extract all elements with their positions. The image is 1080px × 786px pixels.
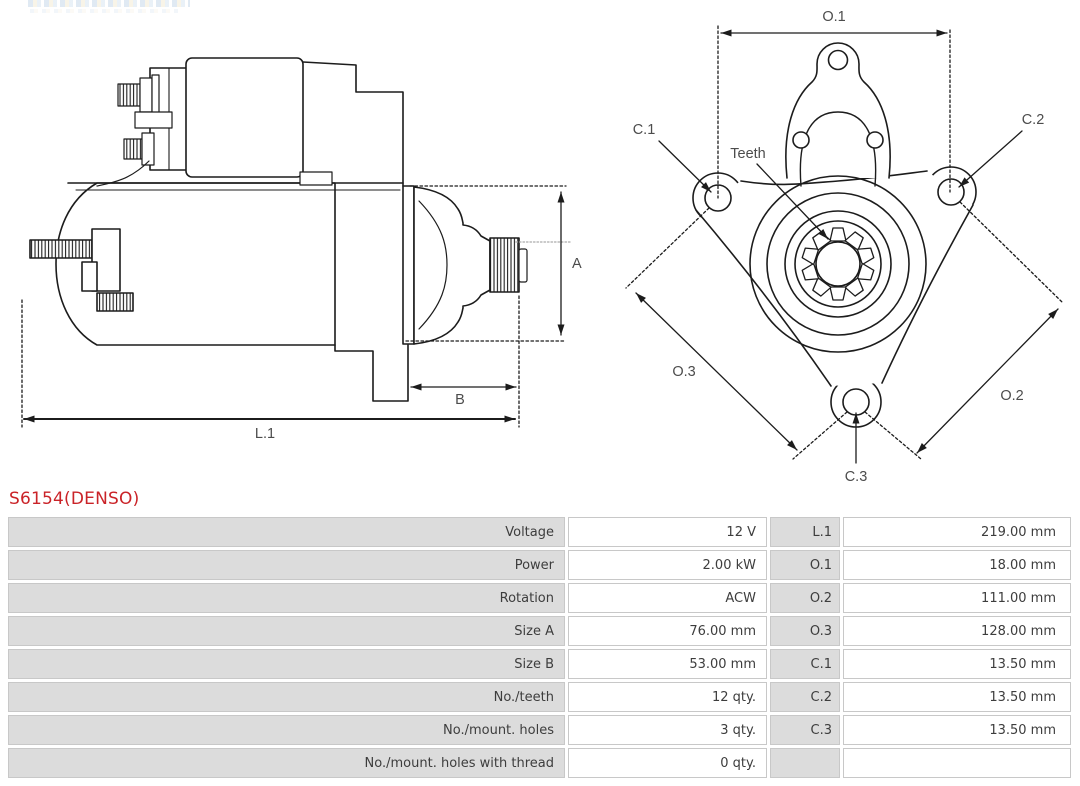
dim-label-A: A: [572, 256, 582, 272]
bracket-foot-outline: [335, 345, 408, 401]
dim-line-O2: [917, 309, 1058, 453]
solenoid-cylinder: [186, 58, 303, 177]
table-row: [8, 715, 1071, 745]
dim-code: C.2: [770, 682, 840, 712]
dim-label-teeth: Teeth: [730, 146, 766, 162]
spec-label: Size B: [8, 649, 565, 679]
dim-code: O.1: [770, 550, 840, 580]
dim-code: [770, 748, 840, 778]
dim-label-B: B: [455, 392, 465, 408]
left-small-block: [82, 262, 97, 291]
table-row: [8, 550, 1071, 580]
spec-value: 12 qty.: [568, 682, 767, 712]
spec-value: 0 qty.: [568, 748, 767, 778]
dim-value: [843, 748, 1071, 778]
terminal-bottom-thread: [124, 139, 142, 159]
dim-value: 13.50 mm: [843, 682, 1071, 712]
spec-value: 2.00 kW: [568, 550, 767, 580]
o3-extension-bottom-dotted: [793, 412, 847, 459]
terminal-top-nut: [140, 78, 152, 112]
table-row: [8, 583, 1071, 613]
dim-label-C3: C.3: [844, 469, 868, 485]
c1-leader: [659, 141, 711, 192]
terminal-bottom-nut: [142, 133, 154, 165]
pinion-gear: [490, 238, 519, 292]
dim-code: C.1: [770, 649, 840, 679]
front-view-drawing: [626, 26, 1063, 463]
spec-value: 3 qty.: [568, 715, 767, 745]
dim-label-O2: O.2: [1000, 388, 1024, 404]
table-row: [8, 517, 1071, 547]
left-lower-stud-thread: [97, 293, 133, 311]
mount-hole-right: [938, 179, 964, 205]
spec-value: 53.00 mm: [568, 649, 767, 679]
dim-label-C2: C.2: [1021, 112, 1045, 128]
o3-extension-top-dotted: [626, 208, 709, 288]
mount-hole-bottom: [843, 389, 869, 415]
arch-small-hole-left: [793, 132, 809, 148]
arch-small-hole-right: [867, 132, 883, 148]
dim-value: 219.00 mm: [843, 517, 1071, 547]
pinion-end-cap: [519, 249, 527, 282]
dim-value: 111.00 mm: [843, 583, 1071, 613]
spec-label: Power: [8, 550, 565, 580]
spec-table: [8, 517, 1071, 781]
dim-code: O.2: [770, 583, 840, 613]
o2-extension-top-dotted: [960, 202, 1063, 303]
table-row: [8, 616, 1071, 646]
terminal-tab: [135, 112, 172, 128]
spec-label: No./teeth: [8, 682, 565, 712]
bracket-upper-outline: [303, 62, 403, 186]
shaft-bore: [816, 242, 860, 286]
dim-value: 13.50 mm: [843, 649, 1071, 679]
spec-label: No./mount. holes: [8, 715, 565, 745]
spec-label: Rotation: [8, 583, 565, 613]
dim-value: 18.00 mm: [843, 550, 1071, 580]
left-stud-thread: [30, 240, 92, 258]
spec-label: Voltage: [8, 517, 565, 547]
terminal-top-thread: [118, 84, 140, 106]
solenoid-mount-step: [300, 172, 332, 185]
table-row: [8, 649, 1071, 679]
arch-top-hole: [829, 51, 848, 70]
table-row: [8, 682, 1071, 712]
dim-label-L1: L.1: [254, 426, 276, 442]
spec-value: 76.00 mm: [568, 616, 767, 646]
spec-value: ACW: [568, 583, 767, 613]
side-view-drawing: [22, 58, 572, 427]
dim-label-O3: O.3: [672, 364, 696, 380]
dim-value: 13.50 mm: [843, 715, 1071, 745]
c2-leader: [959, 131, 1022, 187]
dim-label-O1: O.1: [822, 9, 846, 25]
dim-line-O3: [636, 293, 797, 450]
nose-bell: [414, 187, 490, 344]
part-number-title: S6154(DENSO): [9, 489, 140, 509]
dim-label-C1: C.1: [632, 122, 656, 138]
o2-extension-bottom-dotted: [865, 412, 921, 459]
spec-label: No./mount. holes with thread: [8, 748, 565, 778]
dim-value: 128.00 mm: [843, 616, 1071, 646]
dim-code: O.3: [770, 616, 840, 646]
spec-value: 12 V: [568, 517, 767, 547]
dim-code: C.3: [770, 715, 840, 745]
spec-label: Size A: [8, 616, 565, 646]
table-row: [8, 748, 1071, 778]
flange-plate: [403, 186, 414, 344]
dim-code: L.1: [770, 517, 840, 547]
terminal-top-plate: [152, 75, 159, 115]
